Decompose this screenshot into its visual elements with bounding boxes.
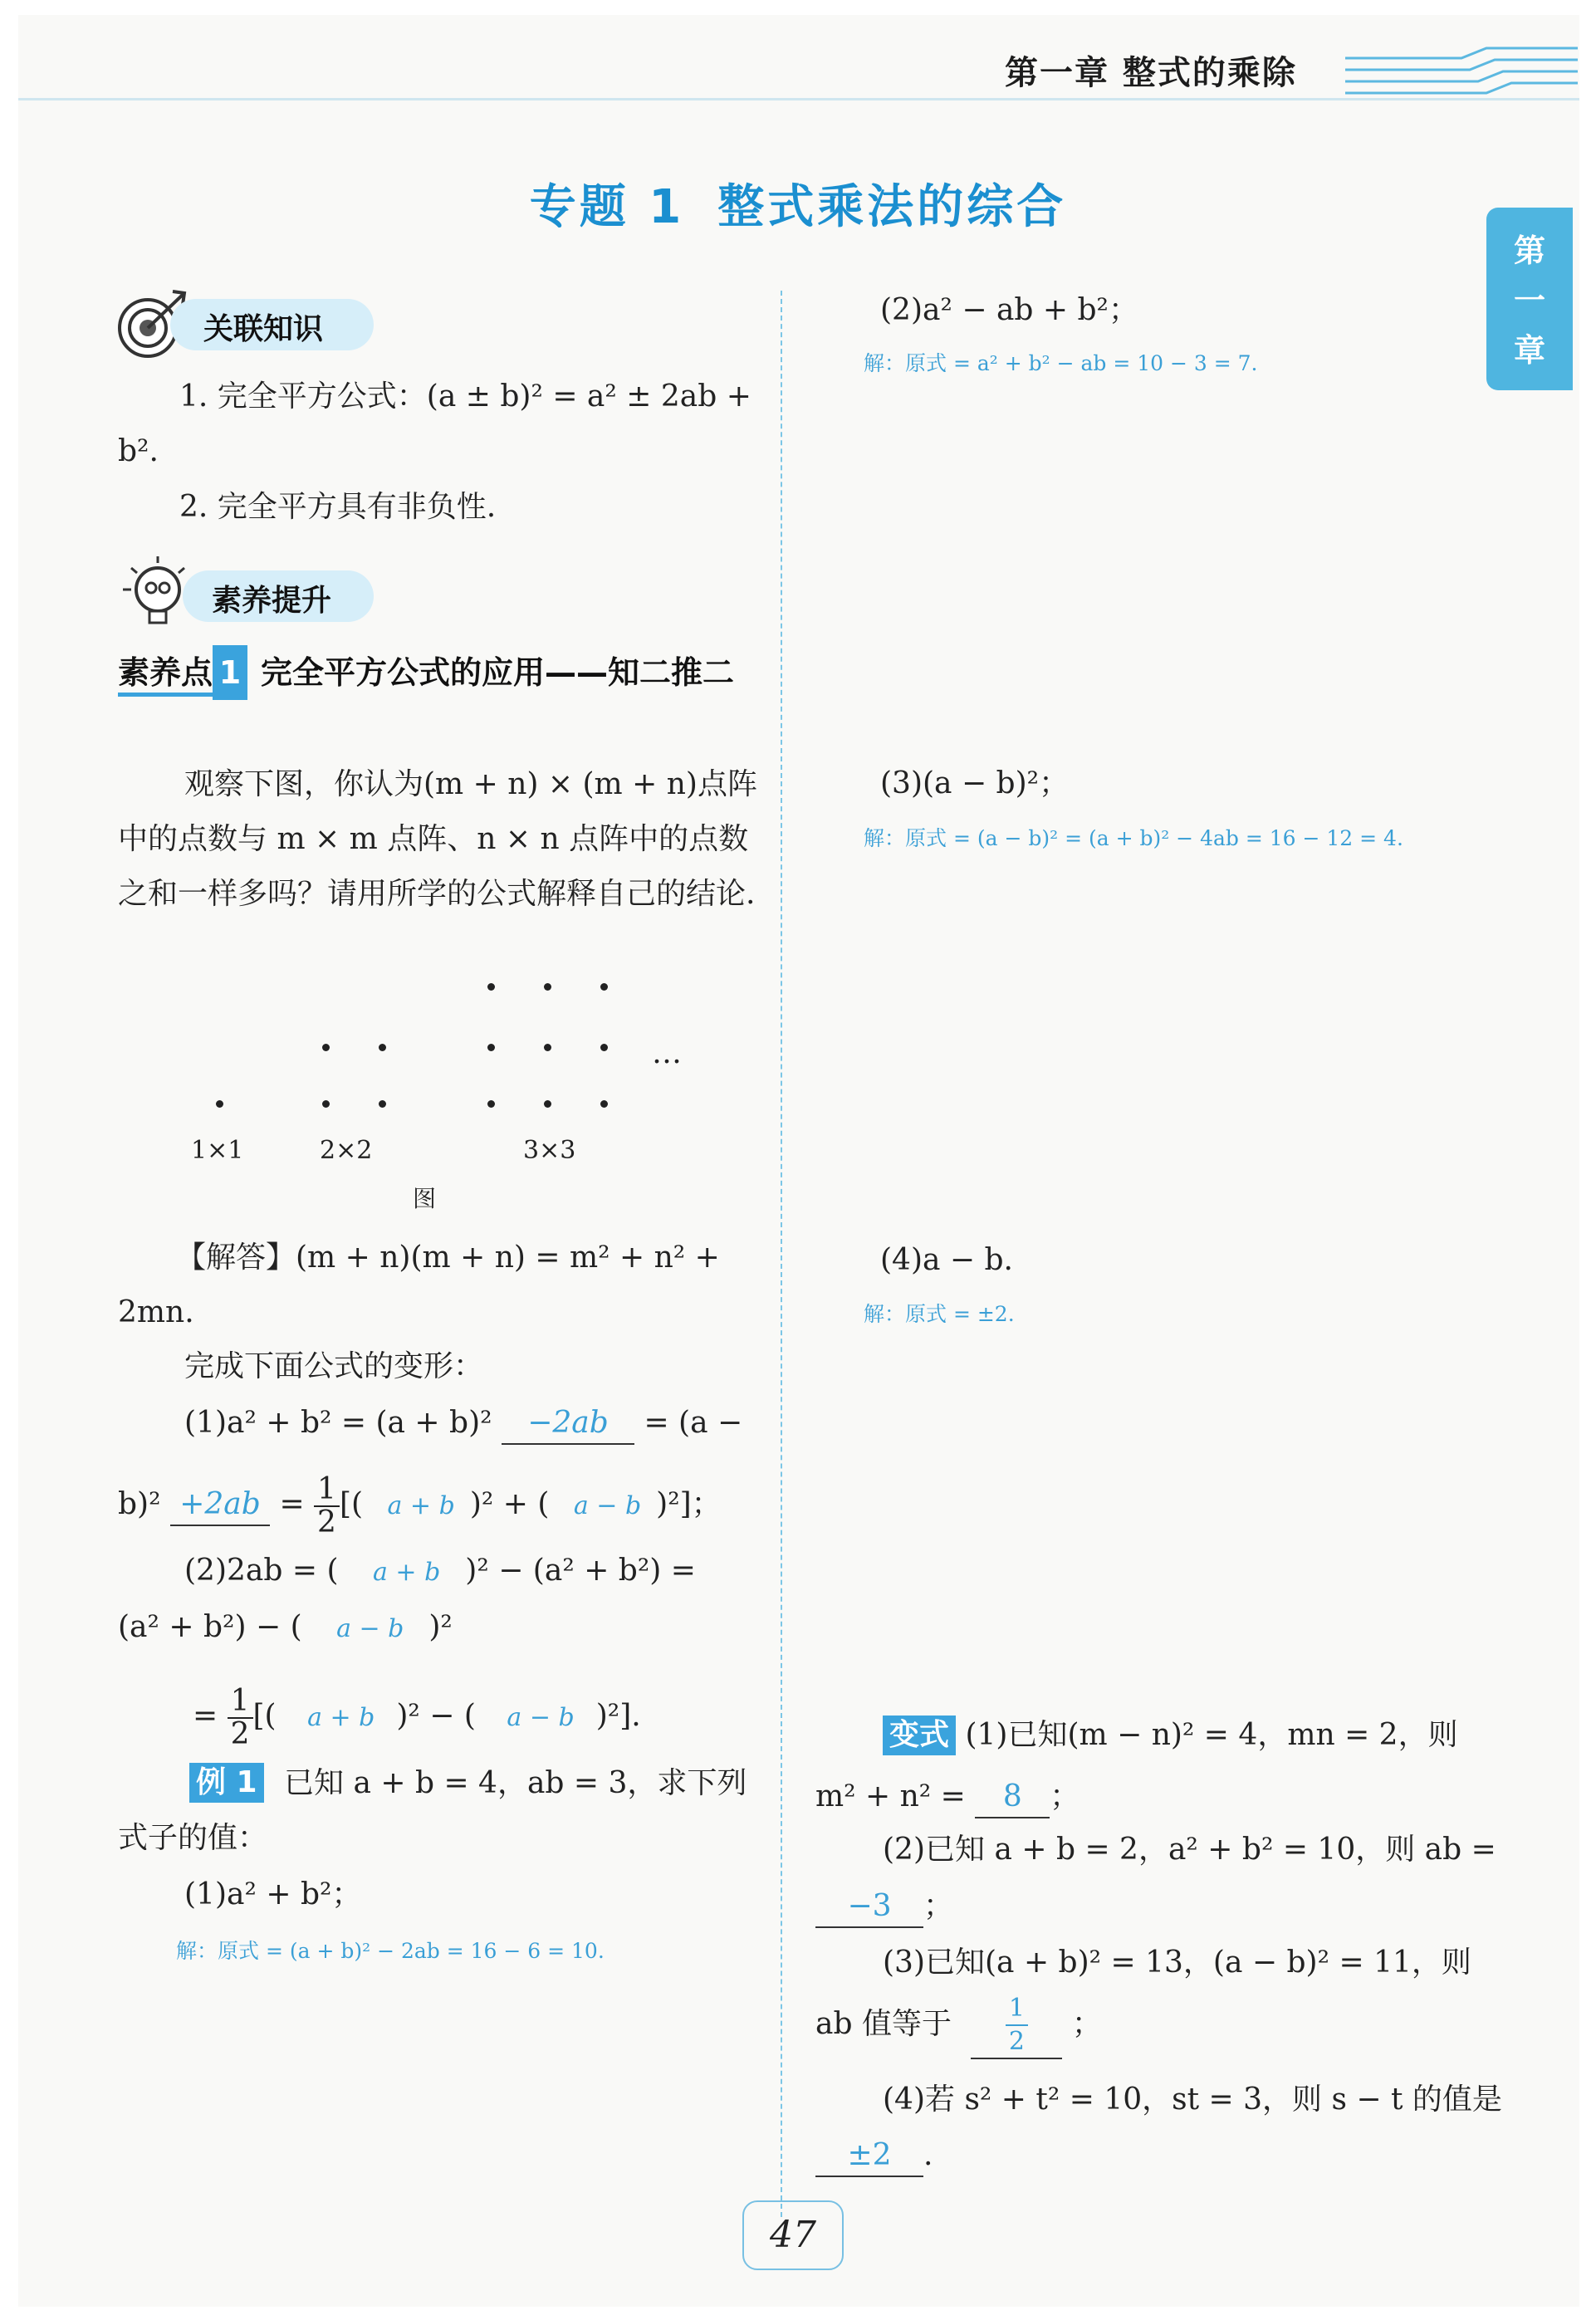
- example-1-text: [118, 1756, 757, 1866]
- formula-2-line-2: [118, 1608, 453, 1649]
- example-1-s4: 解：原式 = ±2.: [864, 1302, 1015, 1326]
- variant-1-answer[interactable]: 8: [975, 1777, 1050, 1818]
- example-1-tag: 例 1: [189, 1763, 264, 1803]
- formula-1-plus: )² + (: [469, 1487, 550, 1521]
- fill-a-plus-b: a + b: [372, 1558, 441, 1587]
- dot: [322, 1100, 330, 1108]
- fraction-numerator: 1: [314, 1474, 340, 1507]
- fraction-numerator: 1: [228, 1686, 253, 1719]
- related-knowledge-label: 关联知识: [203, 312, 324, 346]
- dot: [544, 1044, 551, 1051]
- variant-2-text: (2)已知 a + b = 2，a² + b² = 10，则 ab =: [883, 1833, 1496, 1867]
- variant-4-text: (4)若 s² + t² = 10，st = 3，则 s − t 的值是: [883, 2083, 1502, 2117]
- variant-2-end: ；: [923, 1889, 954, 1923]
- fraction-denominator: 2: [317, 1505, 336, 1539]
- variant-line-1: [883, 1716, 1458, 1755]
- formula-1-eq: =: [279, 1487, 315, 1521]
- formula-1-bracket: [(: [339, 1487, 364, 1521]
- example-1-q3: (3)(a − b)²；: [880, 766, 1070, 800]
- variant-3-numerator: 1: [1006, 1993, 1028, 2026]
- dot: [379, 1044, 386, 1051]
- literacy-improve-label: 素养提升: [212, 584, 332, 618]
- fill-a-minus-b: a − b: [573, 1491, 642, 1520]
- example-1-s2: 解：原式 = a² + b² − ab = 10 − 3 = 7.: [864, 351, 1258, 375]
- variant-4-end: .: [923, 2138, 933, 2172]
- formula-1-b-sq: b)²: [118, 1487, 161, 1521]
- dot: [487, 1100, 495, 1108]
- variant-line-6: [815, 1993, 1102, 2059]
- fraction-half: [228, 1686, 253, 1750]
- variant-line-2: [815, 1777, 1080, 1818]
- page-number: 47: [742, 2200, 844, 2270]
- fill-a-minus-b: a − b: [507, 1703, 575, 1732]
- transform-intro: 完成下面公式的变形：: [184, 1349, 484, 1383]
- dot-label-1x1: 1×1: [191, 1136, 244, 1165]
- formula-1-start: (1)a² + b² = (a + b)²: [184, 1406, 492, 1440]
- example-1-q1: (1)a² + b²；: [184, 1877, 362, 1911]
- variant-tag: 变式: [883, 1716, 956, 1755]
- dot: [322, 1044, 330, 1051]
- side-tab-label: 第一章: [1513, 232, 1545, 369]
- blank-plus-2ab[interactable]: +2ab: [170, 1485, 270, 1526]
- dot: [600, 983, 608, 991]
- literacy-point-label: 素养点: [118, 654, 213, 697]
- blank-minus-2ab[interactable]: −2ab: [502, 1403, 634, 1445]
- dot-label-3x3: 3×3: [523, 1136, 576, 1165]
- variant-1-end: ；: [1050, 1779, 1080, 1813]
- variant-3-answer[interactable]: [971, 1993, 1062, 2059]
- literacy-point-number: 1: [213, 645, 247, 700]
- variant-3-denominator: 2: [1008, 2027, 1025, 2056]
- formula-2-start: (2)2ab = (: [184, 1554, 339, 1588]
- example-1-s3: 解：原式 = (a − b)² = (a + b)² − 4ab = 16 − 12 = 4.: [864, 826, 1403, 850]
- title-text: 整式乘法的综合: [717, 180, 1067, 234]
- dot: [600, 1044, 608, 1051]
- formula-2-eq: =: [193, 1699, 228, 1733]
- title-number: 专题 1: [529, 180, 685, 234]
- figure-caption: 图: [413, 1185, 437, 1212]
- formula-2-minus: )² − (: [396, 1699, 476, 1733]
- formula-2-end: )²].: [595, 1699, 641, 1733]
- variant-1-text: (1)已知(m − n)² = 4，mn = 2，则: [965, 1718, 1458, 1752]
- literacy-point-1-heading: [118, 645, 766, 700]
- answer-text: 【解答】(m + n)(m + n) = m² + n² + 2mn.: [118, 1241, 720, 1329]
- fill-a-plus-b: a + b: [307, 1703, 375, 1732]
- dot-label-2x2: 2×2: [320, 1136, 373, 1165]
- example-1-body: 已知 a + b = 4，ab = 3，求下列式子的值：: [118, 1766, 747, 1855]
- formula-1-line-1: [184, 1403, 742, 1445]
- variant-3-end: ；: [1071, 2007, 1102, 2041]
- example-1-s1: 解：原式 = (a + b)² − 2ab = 16 − 6 = 10.: [176, 1939, 605, 1963]
- example-1-q4: (4)a − b.: [880, 1243, 1013, 1277]
- literacy-point-title: 完全平方公式的应用——知二推二: [261, 654, 735, 691]
- fill-a-minus-b: a − b: [336, 1614, 404, 1643]
- dot: [600, 1100, 608, 1108]
- fraction-denominator: 2: [230, 1717, 250, 1751]
- variant-1-expr: m² + n² =: [815, 1779, 966, 1813]
- dot-ellipsis: …: [652, 1036, 682, 1070]
- fraction-half: [314, 1474, 340, 1539]
- knowledge-item-1: 1. 完全平方公式：(a ± b)² = a² ± 2ab + b².: [118, 379, 751, 468]
- formula-2-sq: )²: [428, 1610, 453, 1644]
- formula-2-paren: (a² + b²) − (: [118, 1610, 302, 1644]
- dot: [379, 1100, 386, 1108]
- formula-2-mid: )² − (a² + b²) =: [465, 1554, 696, 1588]
- problem-text: 观察下图，你认为(m + n) × (m + n)点阵中的点数与 m × m 点阵、n × n 点阵中的点数之和一样多吗？请用所学的公式解释自己的结论.: [118, 767, 757, 911]
- dot: [487, 1044, 495, 1051]
- formula-2-bracket: [(: [252, 1699, 277, 1733]
- formula-1-mid: = (a −: [644, 1406, 743, 1440]
- dot: [216, 1100, 223, 1108]
- formula-2-line-3: [193, 1686, 641, 1750]
- column-divider: [781, 291, 782, 2217]
- dot: [487, 983, 495, 991]
- variant-3-text: (3)已知(a + b)² = 13，(a − b)² = 11，则: [883, 1946, 1471, 1980]
- header-rule: [18, 98, 1579, 100]
- page-title: [0, 170, 1596, 237]
- variant-line-4: [815, 1887, 953, 1928]
- formula-1-line-2: [118, 1474, 722, 1539]
- knowledge-item-2: 2. 完全平方具有非负性.: [179, 490, 497, 524]
- variant-2-answer[interactable]: −3: [815, 1887, 923, 1928]
- variant-3-fraction: [1006, 1993, 1028, 2058]
- dot: [544, 1100, 551, 1108]
- variant-line-8: [815, 2136, 933, 2177]
- variant-3-expr: ab 值等于: [815, 2007, 952, 2041]
- example-1-q2: (2)a² − ab + b²；: [880, 293, 1138, 327]
- fill-a-plus-b: a + b: [387, 1491, 455, 1520]
- chapter-header: 第一章 整式的乘除: [1005, 54, 1297, 92]
- formula-2-line-1: [184, 1551, 696, 1593]
- dot: [544, 983, 551, 991]
- variant-4-answer[interactable]: ±2: [815, 2136, 923, 2177]
- formula-1-end: )²]；: [656, 1487, 722, 1521]
